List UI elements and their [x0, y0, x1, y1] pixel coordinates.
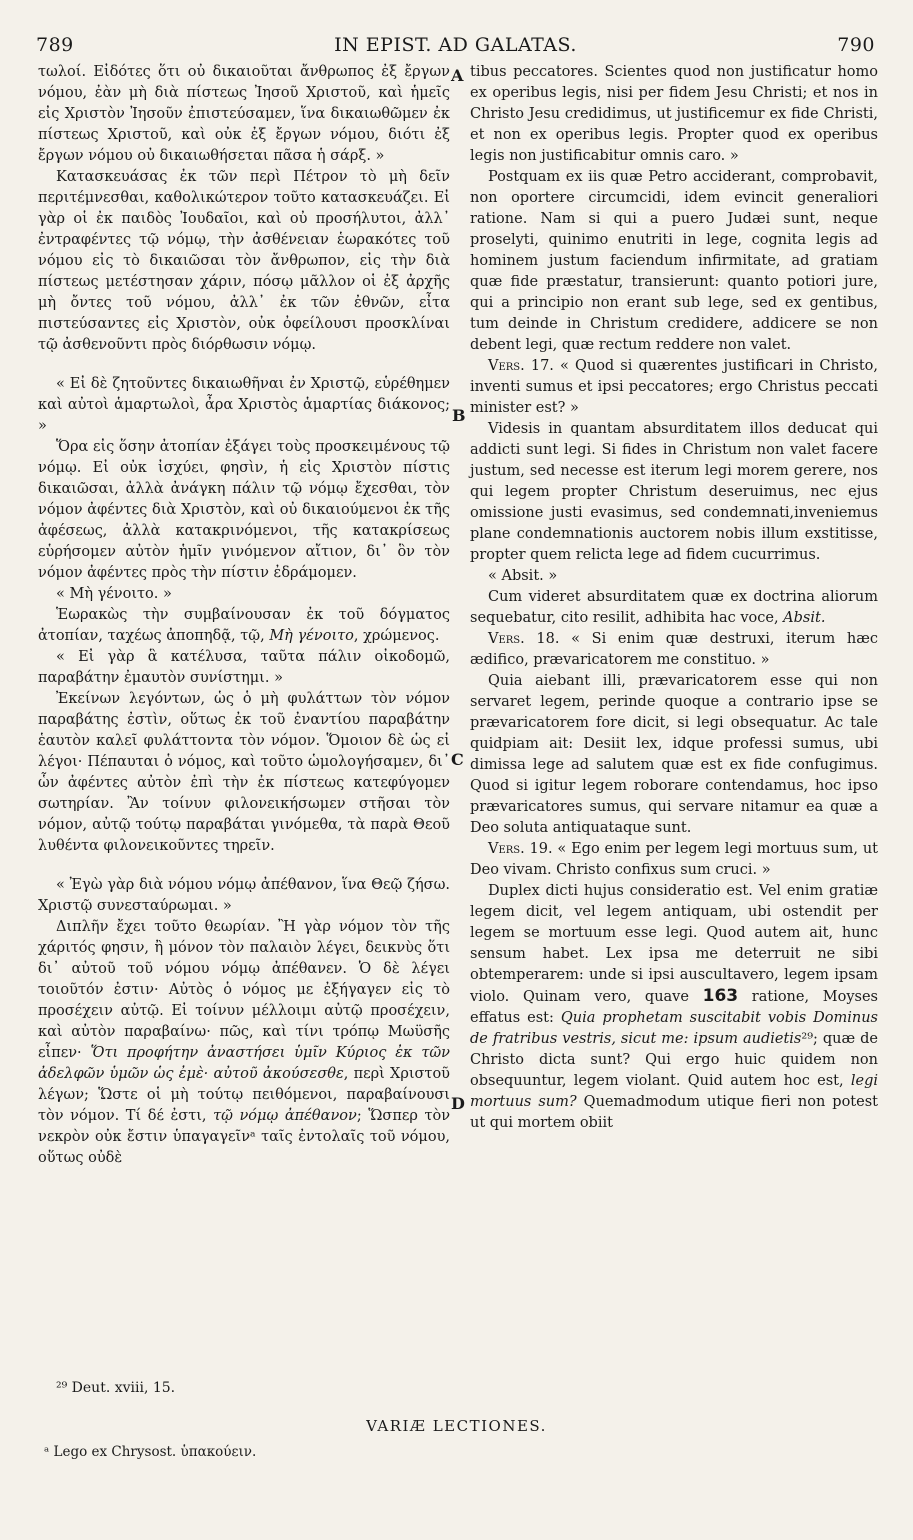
- verse-number: Vers. 19.: [488, 841, 553, 857]
- latin-verse: [470, 356, 878, 419]
- greek-verse: « Εἰ δὲ ζητοῦντες δικαιωθῆναι ἐν Χριστῷ, εὑρέθημεν καὶ αὐτοὶ ἁμαρτωλοὶ, ἆρα Χριστὸς ἁμαρτίας διάκονος; »: [38, 376, 450, 434]
- latin-verse: « Absit. »: [488, 568, 558, 584]
- text-span: ²⁹; quæ de Christo dicta sunt? Qui ergo huic quidem non obsequuntur, legem violant. Quid autem hoc est,: [470, 1031, 879, 1089]
- italic-span: Quia prophetam suscitabit vobis Dominus de fratribus vestris, sicut me: ipsum audietis: [470, 1010, 878, 1047]
- page-number-right: 790: [837, 34, 875, 56]
- latin-paragraph: tibus peccatores. Scientes quod non justificatur homo ex operibus legis, nisi per fidem Jesu Christi; et nos in Christo Jesu credidimus, ut justificemur ex fide Christi, et non ex operibus legis. Propter quod ex operibus legis non justificabitur omnis caro. »: [470, 64, 878, 164]
- text-span: « Quod si quærentes justificari in Christo, inventi sumus et ipsi peccatores; ergo Christus peccati minister est? »: [470, 358, 879, 416]
- greek-paragraph: Ἐκείνων λεγόντων, ὡς ὁ μὴ φυλάττων τὸν νόμον παραβάτης ἐστὶν, οὕτως ἐκ τοῦ ἐναντίου παραβάτην ἑαυτὸν καλεῖ φυλάττοντα τὸν νόμον. Ὅμοιον δὲ ὡς εἰ λέγοι· Πέπαυται ὁ νόμος, καὶ τοῦτο ὡμολογήσαμεν, δι᾽ ὧν ἀφέντες αὐτὸν ἐπὶ τὴν ἐκ πίστεως κατεφύγομεν σωτηρίαν. Ἂν τοίνυν φιλονεικήσωμεν στῆσαι τὸν νόμον, αὐτῷ τούτῳ παραβάται γινόμεθα, τὰ παρὰ Θεοῦ λυθέντα φιλονεικοῦντες τηρεῖν.: [38, 691, 450, 854]
- text-span: Quemadmodum utique fieri non potest ut qui mortem obiit: [470, 1094, 878, 1131]
- text-span: ratione, Moyses effatus est:: [470, 989, 878, 1026]
- greek-paragraph: [38, 605, 450, 647]
- latin-paragraph: [470, 881, 878, 1134]
- italic-span: legi mortuus sum?: [470, 1073, 878, 1110]
- running-title: IN EPIST. AD GALATAS.: [334, 34, 577, 56]
- text-span: « Si enim quæ destruxi, iterum hæc ædifico, prævaricatorem me constituo. »: [470, 631, 878, 668]
- greek-paragraph: τωλοί. Εἰδότες ὅτι οὐ δικαιοῦται ἄνθρωπος ἐξ ἔργων νόμου, ἐὰν μὴ διὰ πίστεως Ἰησοῦ Χριστοῦ, καὶ ἡμεῖς εἰς Χριστὸν Ἰησοῦν ἐπιστεύσαμεν, ἵνα δικαιωθῶμεν ἐκ πίστεως Χριστοῦ, καὶ οὐκ ἐξ ἔργων νόμου, διότι ἐξ ἔργων νόμου οὐ δικαιωθήσεται πᾶσα ἡ σάρξ. »: [38, 64, 450, 164]
- margin-marker-a: A: [451, 66, 464, 85]
- italic-span: τῷ νόμῳ ἀπέθανον: [213, 1108, 357, 1124]
- latin-column: [470, 62, 878, 1134]
- text-span: Ἑωρακὼς τὴν συμβαίνουσαν ἐκ τοῦ δόγματος ἀτοπίαν, ταχέως ἀποπηδᾷ, τῷ,: [38, 607, 450, 644]
- text-span: Διπλῆν ἔχει τοῦτο θεωρίαν. Ἢ γὰρ νόμον τὸν τῆς χάριτός φησιν, ἢ μόνον τὸν παλαιὸν λέγει, δεικνὺς ὅτι δι᾽ αὐτοῦ τοῦ νόμου νόμῳ ἀπέθανεν. Ὁ δὲ λέγει τοιοῦτόν ἐστιν· Αὐτὸς ὁ νόμος με ἐξήγαγεν εἰς τὸ προσέχειν αὐτῷ. Εἰ τοίνυν μέλλοιμι αὐτῷ προσέχειν, καὶ αὐτὸν παραβαίνω· πῶς, καὶ τίνι τρόπῳ Μωϋσῆς εἶπεν·: [38, 919, 450, 1061]
- margin-marker-d: D: [451, 1094, 465, 1113]
- italic-span: Absit.: [783, 610, 826, 626]
- latin-verse: [470, 839, 878, 881]
- greek-verse: « Εἰ γὰρ ἃ κατέλυσα, ταῦτα πάλιν οἰκοδομῶ, παραβάτην ἐμαυτὸν συνίστημι. »: [38, 649, 450, 686]
- page-number-left: 789: [36, 34, 74, 56]
- margin-marker-c: C: [451, 750, 464, 769]
- text-span: Duplex dicti hujus consideratio est. Vel enim gratiæ legem dicit, vel legem antiquam, ubi ostendit per legem se mortuum esse legi. Quod autem ait, hunc sensum habet. Lex ipsa me deterruit ne sibi obtemperarem: unde si ipsi auscultavero, legem ipsam violo. Quinam vero, quave: [470, 883, 878, 1005]
- greek-paragraph: Ὅρα εἰς ὅσην ἀτοπίαν ἐξάγει τοὺς προσκειμένους τῷ νόμῳ. Εἰ οὐκ ἰσχύει, φησὶν, ἡ εἰς Χριστὸν πίστις δικαιῶσαι, ἀλλὰ ἀνάγκη πάλιν τῷ νόμῳ ἔχεσθαι, τὸν νόμον ἀφέντες διὰ Χριστὸν, καὶ οὐ δικαιούμενοι ἐκ τῆς ἀφέσεως, ἀλλὰ κατακρινόμενοι, τῆς κατακρίσεως εὑρήσομεν αὐτὸν ἡμῖν γινόμενον αἴτιον, δι᾽ ὃν τὸν νόμον ἀφέντες πρὸς τὴν πίστιν ἐδράμομεν.: [38, 439, 450, 581]
- text-span: ; Ὥσπερ τὸν νεκρὸν οὐκ ἔστιν ὑπαγαγεῖνᵃ ταῖς ἐντολαῖς τοῦ νόμου, οὕτως οὐδὲ: [38, 1108, 451, 1166]
- variae-lectiones-heading: VARIÆ LECTIONES.: [366, 1417, 547, 1435]
- greek-column: [38, 62, 450, 1169]
- italic-span: Μὴ γένοιτο: [269, 628, 354, 644]
- greek-verse: « Μὴ γένοιτο. »: [56, 586, 172, 602]
- page-header: [36, 34, 875, 58]
- verse-number: Vers. 18.: [488, 631, 560, 647]
- verse-number: Vers. 17.: [488, 358, 554, 374]
- migne-page-number: 163: [702, 986, 739, 1006]
- greek-verse: « Ἐγὼ γὰρ διὰ νόμου νόμῳ ἀπέθανον, ἵνα Θεῷ ζήσω. Χριστῷ συνεσταύρωμαι. »: [38, 877, 450, 914]
- latin-paragraph: Quia aiebant illi, prævaricatorem esse qui non servaret legem, perinde quoque a contrario ipse se prævaricatorem fore dicit, si legi obsequatur. Ac tale quidpiam ait: Desiit lex, idque professi sumus, ubi dimissa lege ad salutem quæ est ex fide confugimus. Quod si igitur legem roborare contendamus, hoc ipso prævaricatores sumus, qui servare nitamur ea quæ a Deo soluta antiquataque sunt.: [470, 673, 878, 836]
- footnote: ²⁹ Deut. xviii, 15.: [56, 1380, 176, 1396]
- text-span: « Ego enim per legem legi mortuus sum, ut Deo vivam. Christo confixus sum cruci. »: [470, 841, 878, 878]
- italic-span: Ὅτι προφήτην ἀναστήσει ὑμῖν Κύριος ἐκ τῶν ἀδελφῶν ὑμῶν ὡς ἐμὲ· αὐτοῦ ἀκούσεσθε: [38, 1045, 450, 1082]
- latin-paragraph: [470, 587, 878, 629]
- text-span: Cum videret absurditatem quæ ex doctrina aliorum sequebatur, cito resilit, adhibita hac voce,: [470, 589, 878, 626]
- latin-paragraph: Postquam ex iis quæ Petro acciderant, comprobavit, non oportere circumcidi, idem evincit generaliori ratione. Nam si qui a puero Judæi sunt, neque proselyti, quinimo enutriti in lege, cognita legis ad hominem justum faciendum infirmitate, ad gratiam quæ fide præstatur, transierunt: quanto potiori jure, qui a principio non erant sub lege, sed ex gentibus, tum deinde in Christum credidere, addicere se non debent legi, quæ rectum reddere non valet.: [470, 169, 878, 353]
- latin-paragraph: Videsis in quantam absurditatem illos deducat qui addicti sunt legi. Si fides in Christum non valet facere justum, sed necesse est iterum legi morem gerere, nos qui legem propter Christum deseruimus, nec ejus omissione justi evasimus, sed condemnati,inveniemus plane condemnationis auctorem nobis illum exstitisse, propter quem relicta lege ad fidem cucurrimus.: [470, 421, 878, 563]
- margin-marker-b: B: [452, 406, 466, 425]
- text-span: , περὶ Χριστοῦ λέγων; Ὥστε οἱ μὴ τούτῳ πειθόμενοι, παραβαίνουσι τὸν νόμον. Τί δέ ἐστι,: [38, 1066, 451, 1124]
- greek-paragraph: [38, 917, 450, 1169]
- latin-verse: [470, 629, 878, 671]
- greek-paragraph: Κατασκευάσας ἐκ τῶν περὶ Πέτρον τὸ μὴ δεῖν περιτέμνεσθαι, καθολικώτερον τοῦτο κατασκευάζει. Εἰ γὰρ οἱ ἐκ παιδὸς Ἰουδαῖοι, καὶ οὐ προσήλυτοι, ἀλλ᾽ ἐντραφέντες τῷ νόμῳ, τὴν ἀσθένειαν ἑωρακότες τοῦ νόμου εἰς τὸ δικαιῶσαι τὸν ἄνθρωπον, εἰς τὴν διὰ πίστεως μετέστησαν χάριν, πόσῳ μᾶλλον οἱ ἐξ ἀρχῆς μὴ ὄντες τοῦ νόμου, ἀλλ᾽ ἐκ τῶν ἐθνῶν, εἶτα πιστεύσαντες εἰς Χριστὸν, οὐκ ὀφείλουσι προσκλίναι τῷ ἀσθενοῦντι πρὸς διόρθωσιν νόμῳ.: [38, 169, 450, 353]
- text-span: , χρώμενος.: [353, 628, 440, 644]
- variant-reading: ᵃ Lego ex Chrysost. ὑπακούειν.: [44, 1444, 257, 1460]
